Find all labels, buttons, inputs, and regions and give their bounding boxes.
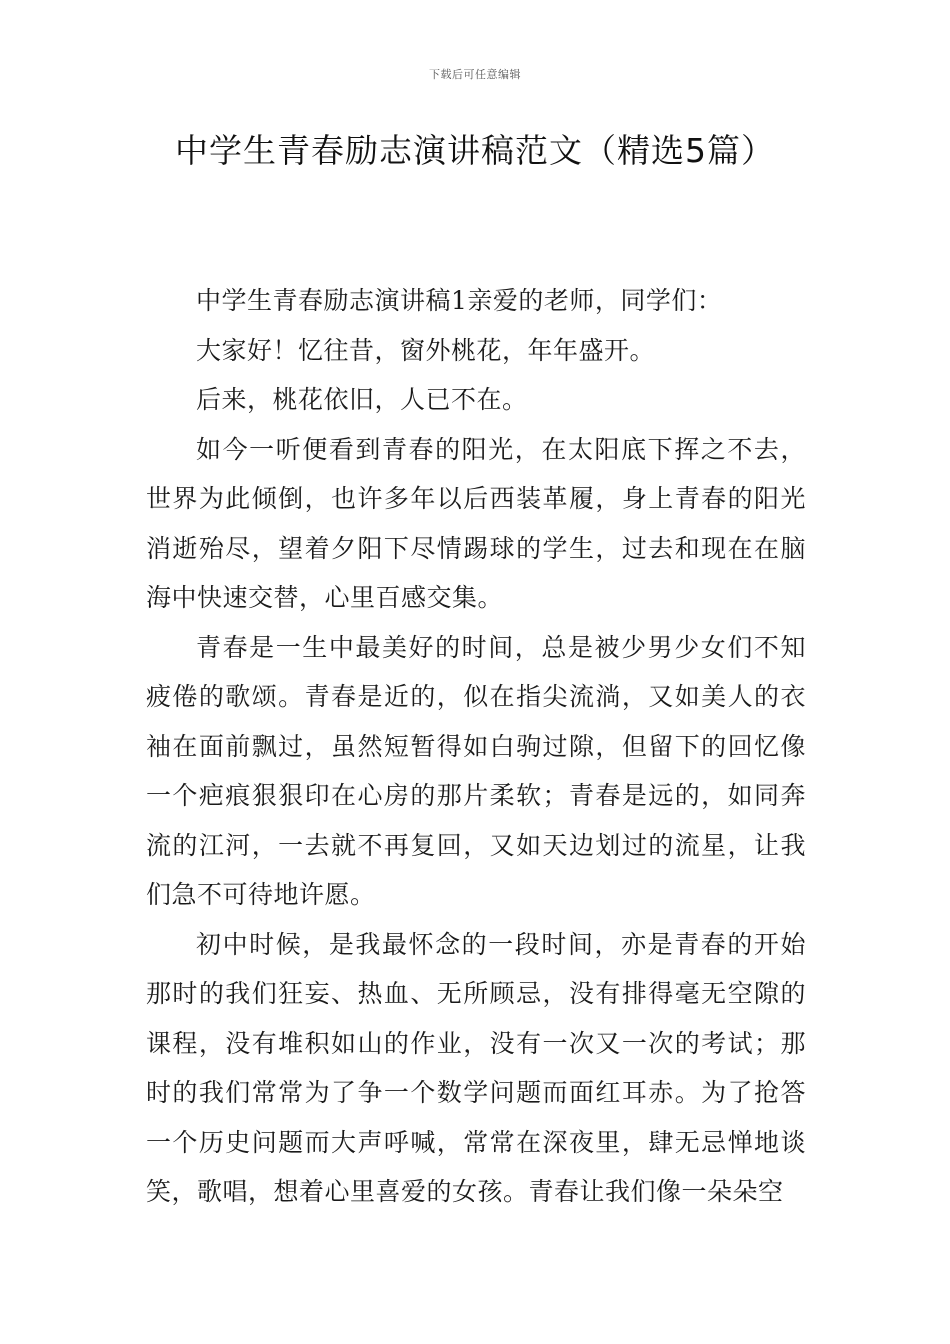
paragraph: 大家好！忆往昔，窗外桃花，年年盛开。 — [196, 335, 656, 365]
header-note: 下载后可任意编辑 — [429, 68, 521, 81]
paragraph: 中学生青春励志演讲稿1亲爱的老师，同学们： — [196, 286, 723, 315]
paragraph: 青春是一生中最美好的时间，总是被少男少女们不知疲倦的歌颂。青春是近的，似在指尖流淌，又如美人的衣袖在面前飘过，虽然短暂得如白驹过隙，但留下的回忆像一个疤痕狠狠印在心房的那片柔软；青春是远的，如同奔流的江河，一去就不再复回，又如天边划过的流星，让我们急不可待地许愿。 — [146, 632, 806, 909]
paragraph: 后来，桃花依旧，人已不在。 — [196, 385, 528, 414]
paragraph: 如今一听便看到青春的阳光，在太阳底下挥之不去，世界为此倾倒，也许多年以后西装革履，身上青春的阳光消逝殆尽，望着夕阳下尽情踢球的学生，过去和现在在脑海中快速交替，心里百感交集。 — [146, 434, 806, 612]
paragraph: 初中时候，是我最怀念的一段时间，亦是青春的开始那时的我们狂妄、热血、无所顾忌，没有排得毫无空隙的课程，没有堆积如山的作业，没有一次又一次的考试；那时的我们常常为了争一个数学问题而面红耳赤。为了抢答一个历史问题而大声呼喊，常常在深夜里，肆无忌惮地谈笑，歌唱，想着心里喜爱的女孩。青春让我们像一朵朵空 — [146, 929, 806, 1206]
document-body — [146, 276, 806, 1217]
document-title: 中学生青春励志演讲稿范文（精选5篇） — [175, 131, 775, 170]
